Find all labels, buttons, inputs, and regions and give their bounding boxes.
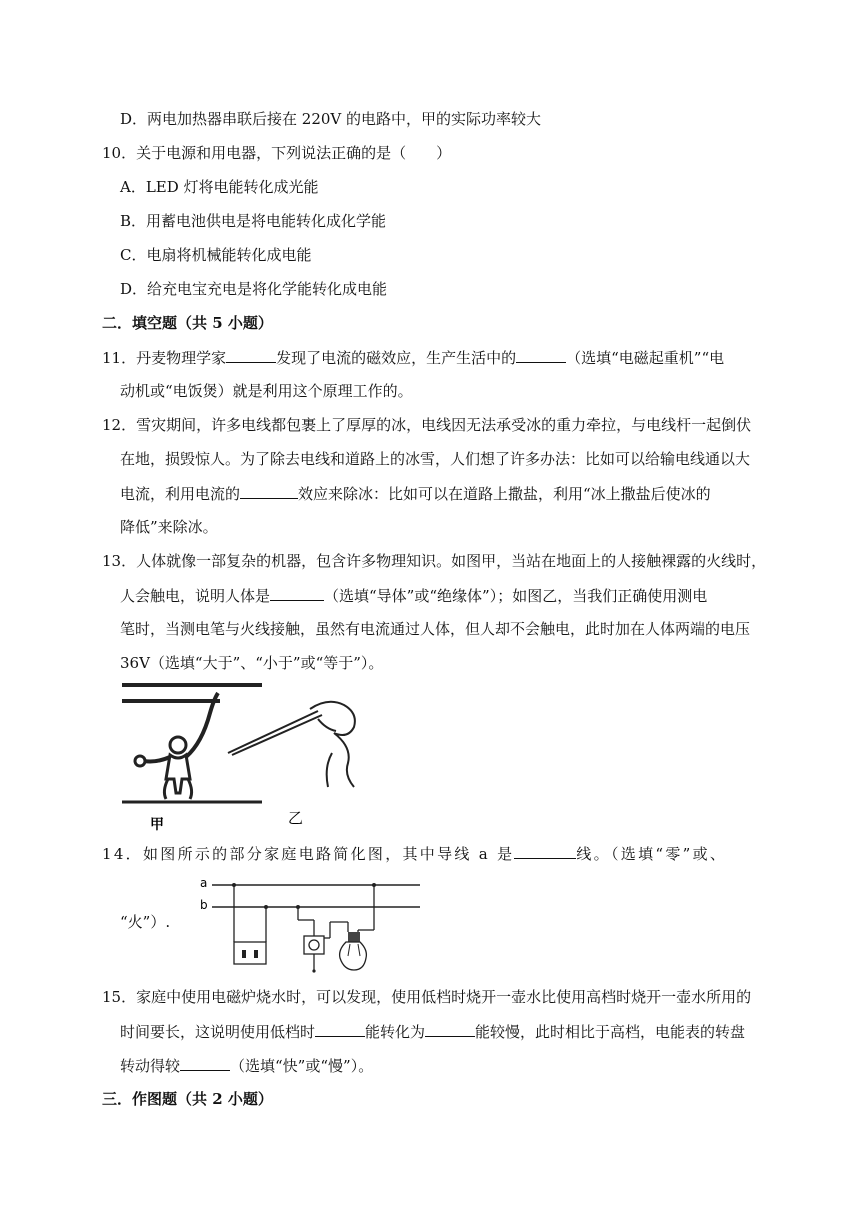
q14-text-b: 线。（选填“零”或、: [576, 845, 728, 863]
q13-line-1: 13．人体就像一部复杂的机器，包含许多物理知识。如图甲，当站在地面上的人接触裸露的火线时，: [102, 552, 767, 570]
q15-line-2: [120, 1021, 745, 1042]
q15-blank-1[interactable]: [315, 1021, 365, 1037]
q15-blank-3[interactable]: [180, 1055, 230, 1071]
q14-socket: [234, 942, 266, 964]
q12-line-1: 12．雪灾期间，许多电线都包裹上了厚厚的冰，电线因无法承受冰的重力牵拉，与电线杆一起倒伏: [102, 416, 752, 434]
q15-text-b: 能转化为: [365, 1023, 426, 1041]
q15-text-d: 转动得较: [120, 1057, 181, 1075]
q13-figure-yi: [228, 702, 355, 827]
q11-line-2: 动机或“电饭煲）就是利用这个原理工作的。: [120, 382, 413, 400]
q15-line-1: 15．家庭中使用电磁炉烧水时，可以发现，使用低档时烧开一壶水比使用高档时烧开一壶水所用的: [102, 988, 752, 1006]
q14-text-a: 14．如图所示的部分家庭电路简化图，其中导线 a 是: [102, 845, 515, 863]
q15-text-e: （选填“快”或“慢”）。: [230, 1057, 374, 1075]
q13-figure: [122, 683, 368, 833]
q11-line-1: [102, 347, 724, 368]
q14-wire-a-label: a: [200, 876, 208, 890]
q13-line-3: 笔时，当测电笔与火线接触，虽然有电流通过人体，但人却不会触电，此时加在人体两端的电压: [120, 620, 751, 638]
q14-wire-b-label: b: [200, 898, 208, 912]
q11-text-b: 发现了电流的磁效应，生产生活中的: [276, 349, 517, 367]
section-fill-blank-title: 二．填空题（共 5 小题）: [102, 314, 273, 332]
q12-line-4: 降低”来除冰。: [120, 518, 218, 536]
q13-line-4: 36V（选填“大于”、“小于”或“等于”）。: [120, 654, 384, 672]
q13-fig-label-jia: 甲: [150, 817, 164, 833]
q12-line-2: 在地，损毁惊人。为了除去电线和道路上的冰雪，人们想了许多办法：比如可以给输电线通以大: [120, 450, 751, 468]
q12-blank-1[interactable]: [240, 483, 298, 499]
q13-figure-jia: [122, 683, 262, 833]
q10-option-d: D．给充电宝充电是将化学能转化成电能: [120, 280, 388, 298]
q10-stem: 10．关于电源和用电器，下列说法正确的是（ ）: [102, 144, 452, 162]
q13-text-a: 人会触电，说明人体是: [120, 587, 271, 605]
section-drawing-title: 三．作图题（共 2 小题）: [102, 1090, 273, 1108]
q11-blank-2[interactable]: [516, 347, 566, 363]
q14-circuit-figure: [198, 872, 424, 974]
q15-text-a: 时间要长，这说明使用低档时: [120, 1023, 316, 1041]
q14-switch: [304, 936, 324, 954]
q13-blank-1[interactable]: [270, 585, 324, 601]
q15-text-c: 能较慢，此时相比于高档，电能表的转盘: [475, 1023, 746, 1041]
q12-line-3: [120, 483, 711, 504]
q14-lamp: [340, 932, 367, 970]
q10-option-c: C．电扇将机械能转化成电能: [120, 246, 312, 264]
q11-blank-1[interactable]: [226, 347, 276, 363]
q12-text-b: 效应来除冰：比如可以在道路上撒盐，利用“冰上撒盐后使冰的: [298, 485, 711, 503]
q13-line-2: [120, 585, 707, 606]
q12-text-a: 电流，利用电流的: [120, 485, 241, 503]
q11-text-c: （选填“电磁起重机”“电: [566, 349, 725, 367]
q14-blank-1[interactable]: [514, 843, 576, 859]
q11-text-a: 11．丹麦物理学家: [102, 349, 227, 367]
q10-option-a: A．LED 灯将电能转化成光能: [120, 178, 319, 196]
q15-line-3: [120, 1055, 373, 1076]
q9-option-d: D．两电加热器串联后接在 220V 的电路中，甲的实际功率较大: [120, 110, 542, 128]
q13-fig-label-yi: 乙: [288, 809, 304, 827]
q13-text-b: （选填“导体”或“绝缘体”）；如图乙，当我们正确使用测电: [324, 587, 708, 605]
q14-line-2: “火”）.: [120, 913, 171, 931]
q14-line-1: [102, 843, 727, 864]
q15-blank-2[interactable]: [425, 1021, 475, 1037]
q10-option-b: B．用蓄电池供电是将电能转化成化学能: [120, 212, 387, 230]
